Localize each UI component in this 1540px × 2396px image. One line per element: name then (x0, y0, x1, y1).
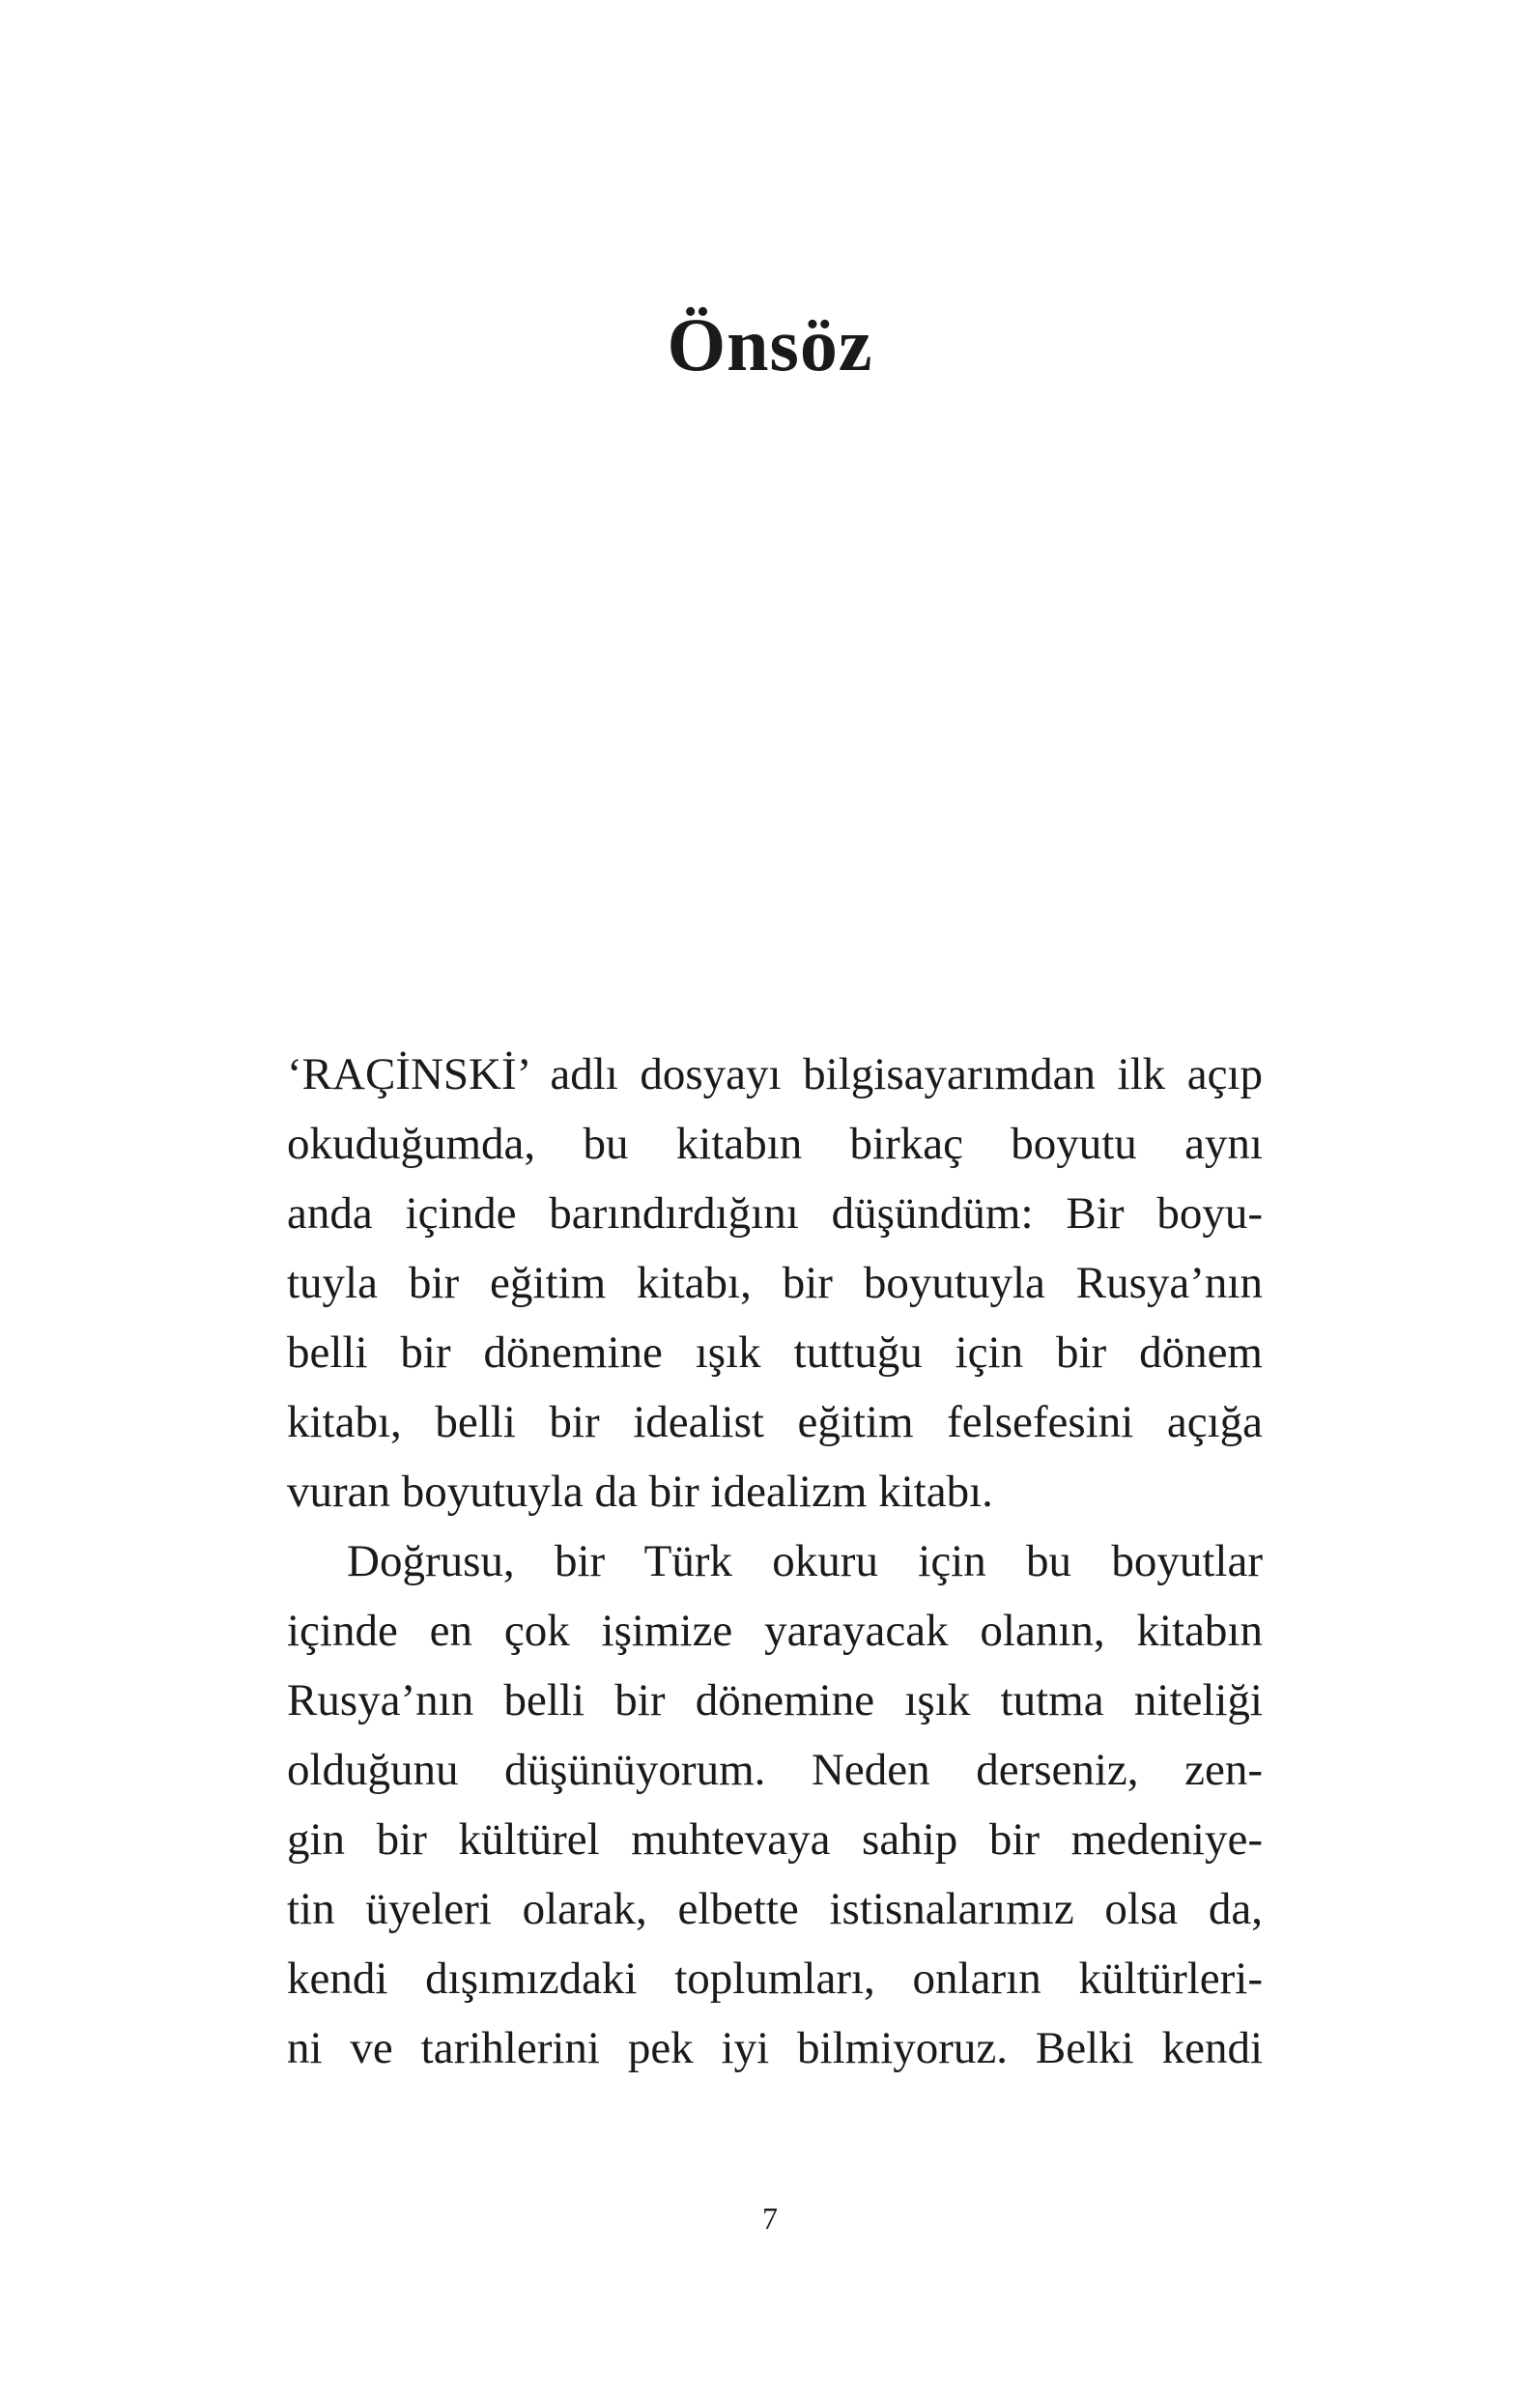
text-line: tuyla bir eğitim kitabı, bir boyutuyla Rusya’nın (287, 1258, 1263, 1308)
paragraph-2 (287, 1526, 1263, 2083)
text-line: içinde en çok işimize yarayacak olanın, kitabın (287, 1606, 1263, 1656)
text-line: vuran boyutuyla da bir idealizm kitabı. (287, 1467, 993, 1517)
text-line: okuduğumda, bu kitabın birkaç boyutu aynı (287, 1119, 1263, 1169)
chapter-title: Önsöz (667, 302, 873, 386)
page-number: 7 (762, 2201, 778, 2236)
text-line: anda içinde barındırdığını düşündüm: Bir boyu- (287, 1188, 1263, 1239)
text-line: kendi dışımızdaki toplumları, onların kültürleri- (287, 1954, 1263, 2004)
text-line: Doğrusu, bir Türk okuru için bu boyutlar (347, 1536, 1263, 1586)
paragraph-1 (287, 1040, 1263, 1526)
text-line: ni ve tarihlerini pek iyi bilmiyoruz. Belki kendi (287, 2023, 1263, 2073)
text-line: Rusya’nın belli bir dönemine ışık tutma niteliği (287, 1675, 1263, 1726)
body-text (287, 1040, 1263, 2083)
text-line: gin bir kültürel muhtevaya sahip bir medeniye- (287, 1814, 1263, 1865)
text-line: kitabı, belli bir idealist eğitim felsefesini açığa (287, 1397, 1263, 1447)
text-line: belli bir dönemine ışık tuttuğu için bir dönem (287, 1327, 1263, 1378)
text-line: olduğunu düşünüyorum. Neden derseniz, zen- (287, 1745, 1263, 1795)
text-line: tin üyeleri olarak, elbette istisnalarımız olsa da, (287, 1884, 1263, 1934)
text-line: ‘RAÇİNSKİ’ adlı dosyayı bilgisayarımdan ilk açıp (287, 1049, 1263, 1099)
